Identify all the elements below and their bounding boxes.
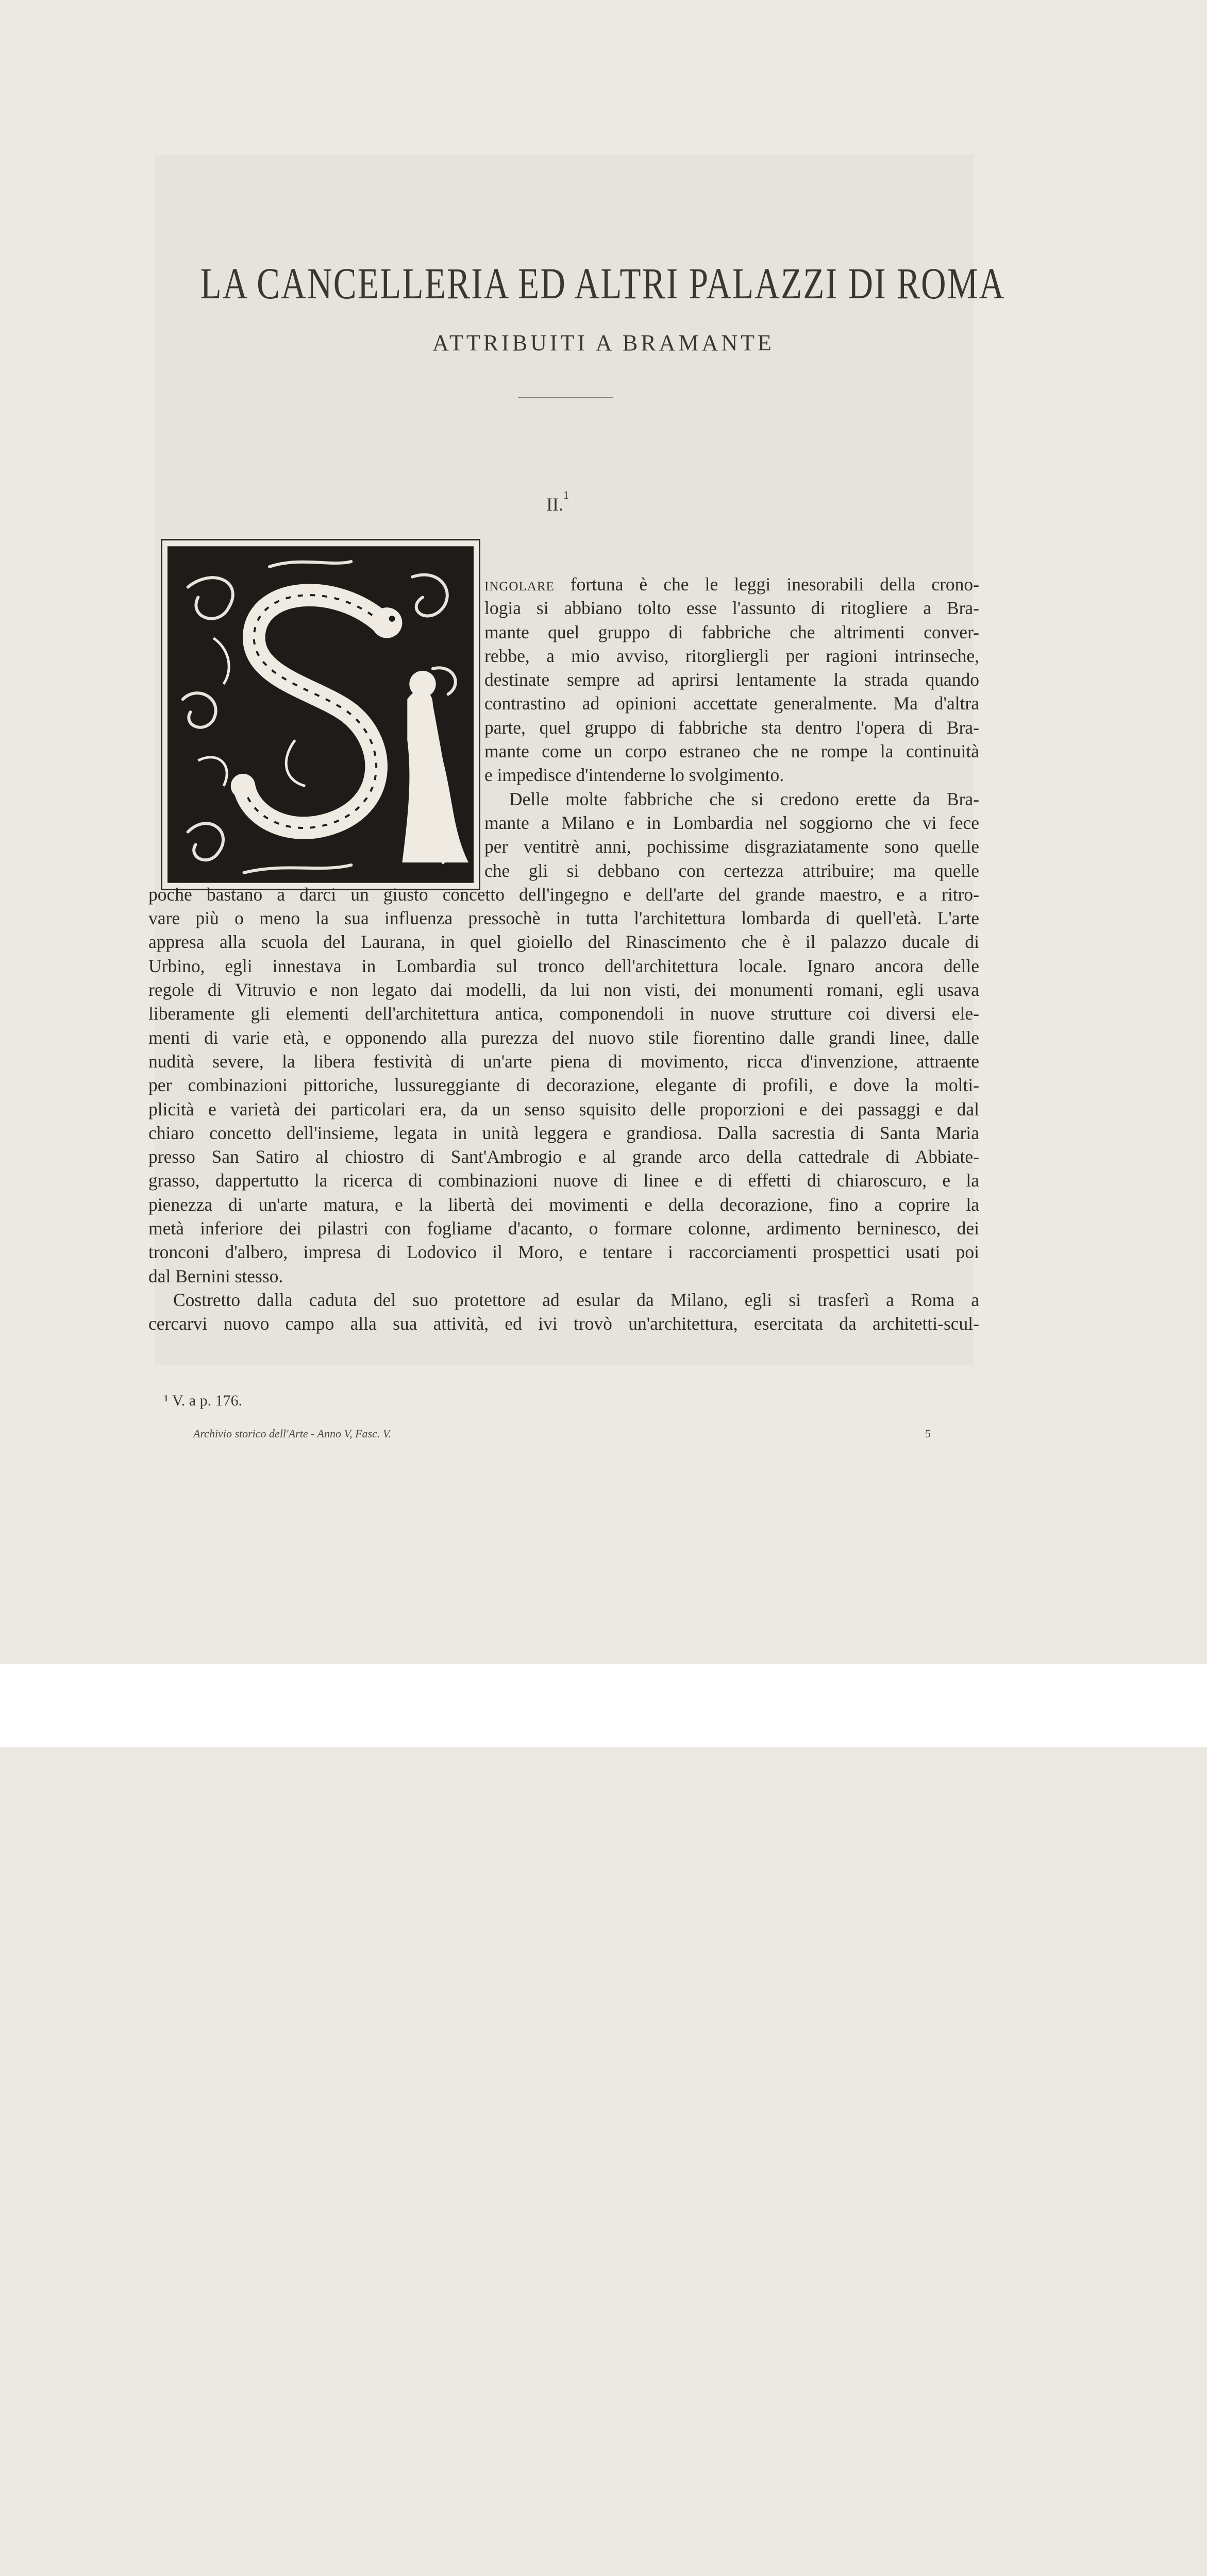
text-line: grasso, dappertutto la ricerca di combinazioni nuove di linee e di effetti di chiaroscuro, e la [148,1170,979,1191]
text-line: dal Bernini stesso. [148,1265,283,1286]
text-line: poche bastano a darci un giusto concetto dell'ingegno e dell'arte del grande maestro, e a ritro- [148,884,979,905]
text-line: per combinazioni pittoriche, lussureggiante di decorazione, elegante di profili, e dove la molti- [148,1075,979,1096]
text-line: plicità e varietà dei particolari era, da un senso squisito delle proporzioni e dei passaggi e dal [148,1098,979,1120]
journal-footer: Archivio storico dell'Arte - Anno V, Fasc. V. [193,1427,391,1440]
text-line: Costretto dalla caduta del suo protettore ad esular da Milano, egli si trasferì a Roma a [173,1289,979,1310]
initial-continuation: ingolare [484,574,555,595]
section-label: II. [546,494,563,515]
article-subtitle: ATTRIBUITI A BRAMANTE [432,330,775,355]
text-line: nudità severe, la libera festività di un'arte piena di movimento, ricca d'invenzione, attraente [148,1050,979,1072]
text-line: liberamente gli elementi dell'architettura antica, componendoli in nuove strutture coi diversi ele- [148,1003,979,1024]
wrapped-paragraph [148,572,979,883]
article-title: LA CANCELLERIA ED ALTRI PALAZZI DI ROMA [200,259,1005,308]
text-line: logia si abbiano tolto esse l'assunto di ritogliere a Bra- [484,598,979,619]
text-line: metà inferiore dei pilastri con fogliame d'acanto, o formare colonne, ardimento berninesco, dei [148,1218,979,1239]
footnote: ¹ V. a p. 176. [164,1392,243,1409]
page-signature: 5 [925,1427,931,1440]
text-line: pienezza di un'arte matura, e la libertà dei movimenti e della decorazione, fino a coprire la [148,1194,979,1215]
text-line: tronconi d'albero, impresa di Lodovico il Moro, e tentare i raccorciamenti prospettici usati poi [148,1242,979,1263]
text-line: cercarvi nuovo campo alla sua attività, ed ivi trovò un'architettura, esercitata da architetti-scul- [148,1313,979,1334]
text-line: appresa alla scuola del Laurana, in quel gioiello del Rinascimento che è il palazzo ducale di [148,931,979,953]
text-line: destinate sempre ad aprirsi lentamente la strada quando [484,669,979,690]
full-width-paragraph [148,883,979,1336]
text-line: mante quel gruppo di fabbriche che altrimenti conver- [484,621,979,642]
text-line: che gli si debbano con certezza attribuire; ma quelle [484,860,979,881]
text-line: chiaro concetto dell'insieme, legata in unità leggera e grandiosa. Dalla sacrestia di Santa Maria [148,1122,979,1143]
text-line: parte, quel gruppo di fabbriche sta dentro l'opera di Bra- [484,717,979,738]
text-line: Delle molte fabbriche che si credono erette da Bra- [509,788,979,809]
text-line: per ventitrè anni, pochissime disgraziatamente sono quelle [484,836,979,857]
text-line: mante a Milano e in Lombardia nel soggiorno che vi fece [484,812,979,833]
text-line: rebbe, a mio avviso, ritorgliergli per ragioni intrinseche, [484,645,979,666]
text-line: mante come un corpo estraneo che ne rompe la continuità [484,741,979,762]
footnote-ref: 1 [563,488,569,501]
text-line: regole di Vitruvio e non legato dai modelli, da lui non visti, dei monumenti romani, egli usava [148,979,979,1001]
text-line: menti di varie età, e opponendo alla purezza del nuovo stile fiorentino dalle grandi linee, dalle [148,1027,979,1048]
line-text: fortuna è che le leggi inesorabili della crono- [554,574,979,595]
text-line: presso San Satiro al chiostro di Sant'Ambrogio e al grande arco della cattedrale di Abbiate- [148,1146,979,1167]
text-line: vare più o meno la sua influenza pressochè in tutta l'architettura lombarda di quell'età. L'arte [148,908,979,929]
digitization-banner [0,1664,1207,1747]
title-rule [518,397,613,398]
text-line [148,572,979,596]
text-line: Urbino, egli innestava in Lombardia sul tronco dell'architettura locale. Ignaro ancora delle [148,955,979,976]
article-body [148,572,979,1336]
text-line: contrastino ad opinioni accettate generalmente. Ma d'altra [484,693,979,714]
text-line: e impedisce d'intenderne lo svolgimento. [484,765,784,786]
section-number [546,488,569,515]
